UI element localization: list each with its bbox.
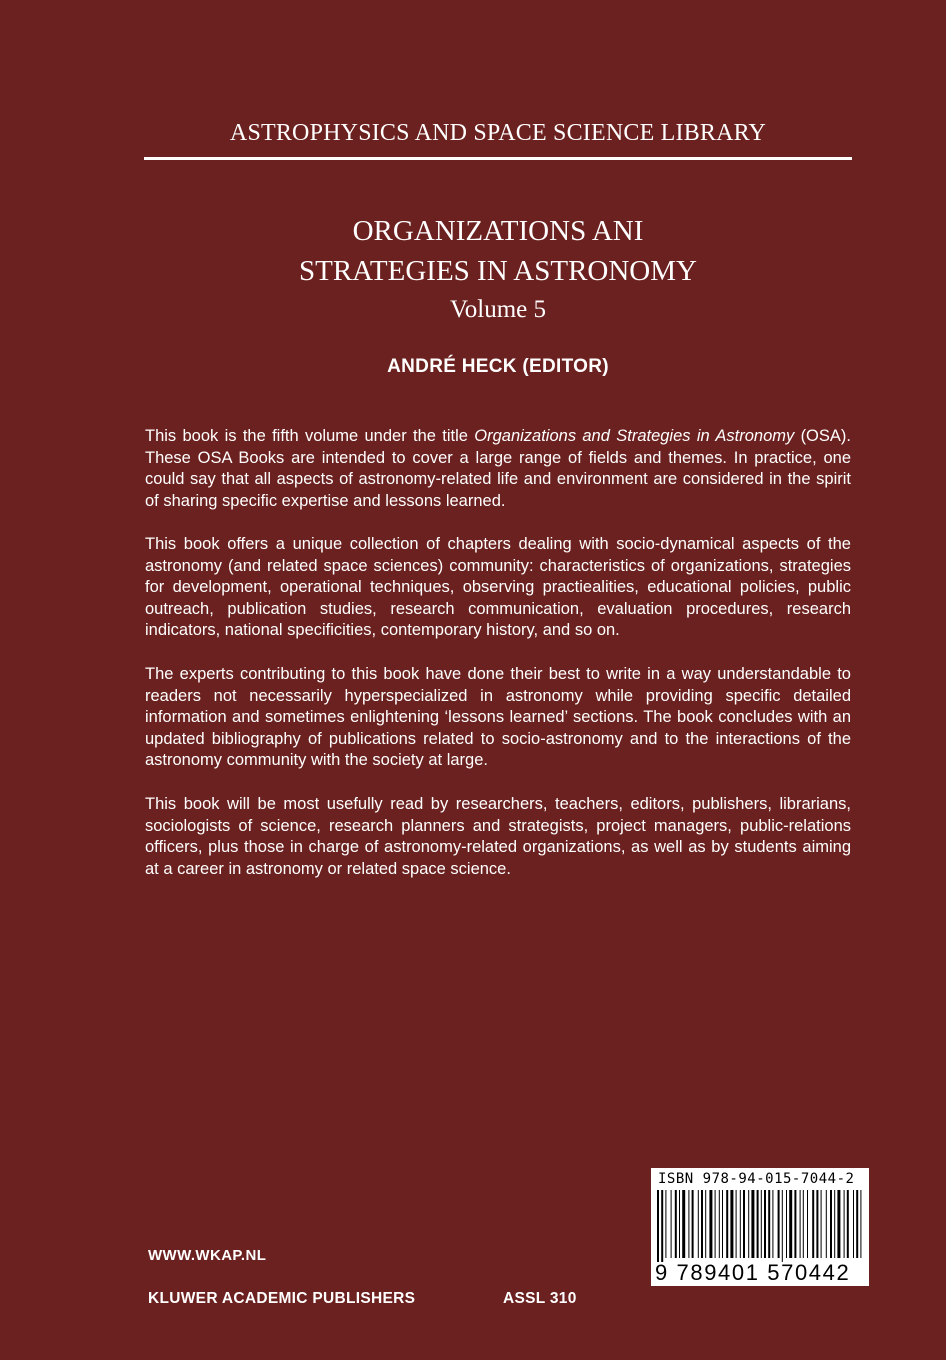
barcode-digits: 9 789401 570442 — [655, 1260, 851, 1285]
isbn-text: ISBN 978-94-015-7044-2 — [658, 1171, 855, 1187]
volume-label: Volume 5 — [449, 296, 547, 323]
series-title: ASTROPHYSICS AND SPACE SCIENCE LIBRARY — [229, 120, 767, 146]
paragraph-1-lead: This book is the fifth volume under the title — [145, 427, 475, 445]
book-title-line-1: ORGANIZATIONS ANI — [352, 215, 644, 247]
description-paragraph-1 — [145, 426, 851, 512]
header-rule — [144, 157, 852, 160]
publisher-name: KLUWER ACADEMIC PUBLISHERS — [148, 1290, 416, 1307]
book-title-line-2: STRATEGIES IN ASTRONOMY — [299, 255, 697, 287]
publisher-website: WWW.WKAP.NL — [148, 1247, 267, 1264]
isbn-barcode — [651, 1168, 869, 1286]
description-paragraph-3: The experts contributing to this book have done their best to write in a way understandable to readers not necessarily hyperspecialized in astronomy while providing specific detailed information and sometimes enlightening ‘lessons learned’ sections. The book concludes with an updated bibliography of publications related to socio-astronomy and to the interactions of the astronomy community with the society at large. — [145, 665, 851, 770]
description-paragraph-2: This book offers a unique collection of chapters dealing with socio-dynamical aspects of the astronomy (and related space sciences) community: characteristics of organizations, strategies for development, operational techniques, observing practiealities, educational policies, public outreach, publication studies, research communication, evaluation procedures, research indicators, national specificities, contemporary history, and so on. — [145, 535, 851, 640]
series-title-italic: Organizations and Strategies in Astronomy — [474, 427, 795, 445]
description-paragraph-4: This book will be most usefully read by researchers, teachers, editors, publishers, librarians, sociologists of science, research planners and strategists, project managers, public-relations officers, plus those in charge of astronomy-related organizations, as well as by students aiming at a career in astronomy or related space science. — [145, 795, 851, 878]
editor-name: ANDRÉ HECK (EDITOR) — [387, 356, 609, 377]
series-number: ASSL 310 — [503, 1290, 577, 1307]
paragraph-1-rest: (OSA). These OSA Books are intended to cover a large range of fields and themes. In practice, one could say that all aspects of astronomy-related life and environment are considered in the spirit of sharing specific expertise and lessons learned. — [145, 427, 851, 510]
barcode-bars — [655, 1190, 865, 1262]
